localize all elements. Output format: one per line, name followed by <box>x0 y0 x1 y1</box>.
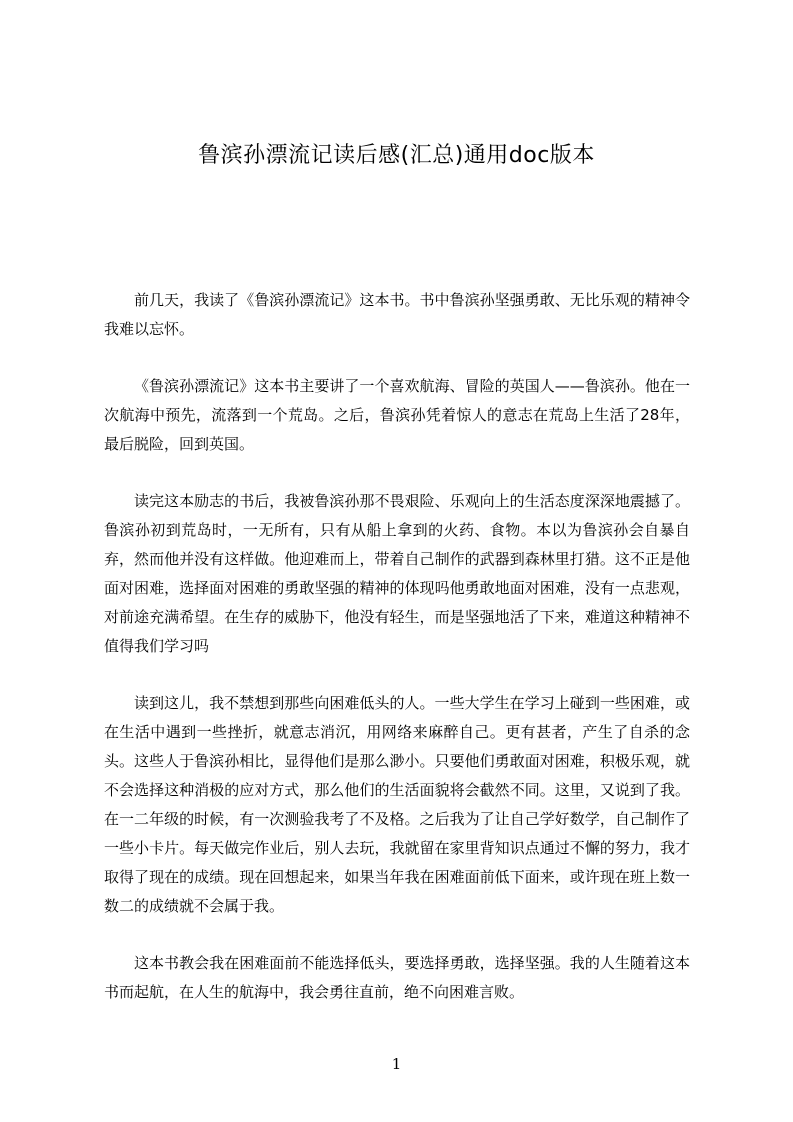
paragraph-2: 《鲁滨孙漂流记》这本书主要讲了一个喜欢航海、冒险的英国人——鲁滨孙。他在一次航海中预先，流落到一个荒岛。之后，鲁滨孙凭着惊人的意志在荒岛上生活了28年，最后脱险，回到英国。 <box>104 377 690 453</box>
document-body <box>104 286 690 1035</box>
page-number: 1 <box>391 1055 402 1073</box>
document-title: 鲁滨孙漂流记读后感(汇总)通用doc版本 <box>198 143 595 168</box>
paragraph-3: 读完这本励志的书后，我被鲁滨孙那不畏艰险、乐观向上的生活态度深深地震撼了。鲁滨孙初到荒岛时，一无所有，只有从船上拿到的火药、食物。本以为鲁滨孙会自暴自弃，然而他并没有这样做。他迎难而上，带着自己制作的武器到森林里打猎。这不正是他面对困难，选择面对困难的勇敢坚强的精神的体现吗他勇敢地面对困难，没有一点悲观，对前途充满希望。在生存的威胁下，他没有轻生，而是坚强地活了下来，难道这种精神不值得我们学习吗 <box>104 492 690 655</box>
paragraph-1: 前几天，我读了《鲁滨孙漂流记》这本书。书中鲁滨孙坚强勇敢、无比乐观的精神令我难以忘怀。 <box>104 291 690 338</box>
paragraph-5: 这本书教会我在困难面前不能选择低头，要选择勇敢，选择坚强。我的人生随着这本书而起航，在人生的航海中，我会勇往直前，绝不向困难言败。 <box>104 954 690 1001</box>
paragraph-4: 读到这儿，我不禁想到那些向困难低头的人。一些大学生在学习上碰到一些困难，或在生活中遇到一些挫折，就意志消沉，用网络来麻醉自己。更有甚者，产生了自杀的念头。这些人于鲁滨孙相比，显得他们是那么渺小。只要他们勇敢面对困难，积极乐观，就不会选择这种消极的应对方式，那么他们的生活面貌将会截然不同。这里，又说到了我。在一二年级的时候，有一次测验我考了不及格。之后我为了让自己学好数学，自己制作了一些小卡片。每天做完作业后，别人去玩，我就留在家里背知识点通过不懈的努力，我才取得了现在的成绩。现在回想起来，如果当年我在困难面前低下面来，或许现在班上数一数二的成绩就不会属于我。 <box>104 694 690 915</box>
